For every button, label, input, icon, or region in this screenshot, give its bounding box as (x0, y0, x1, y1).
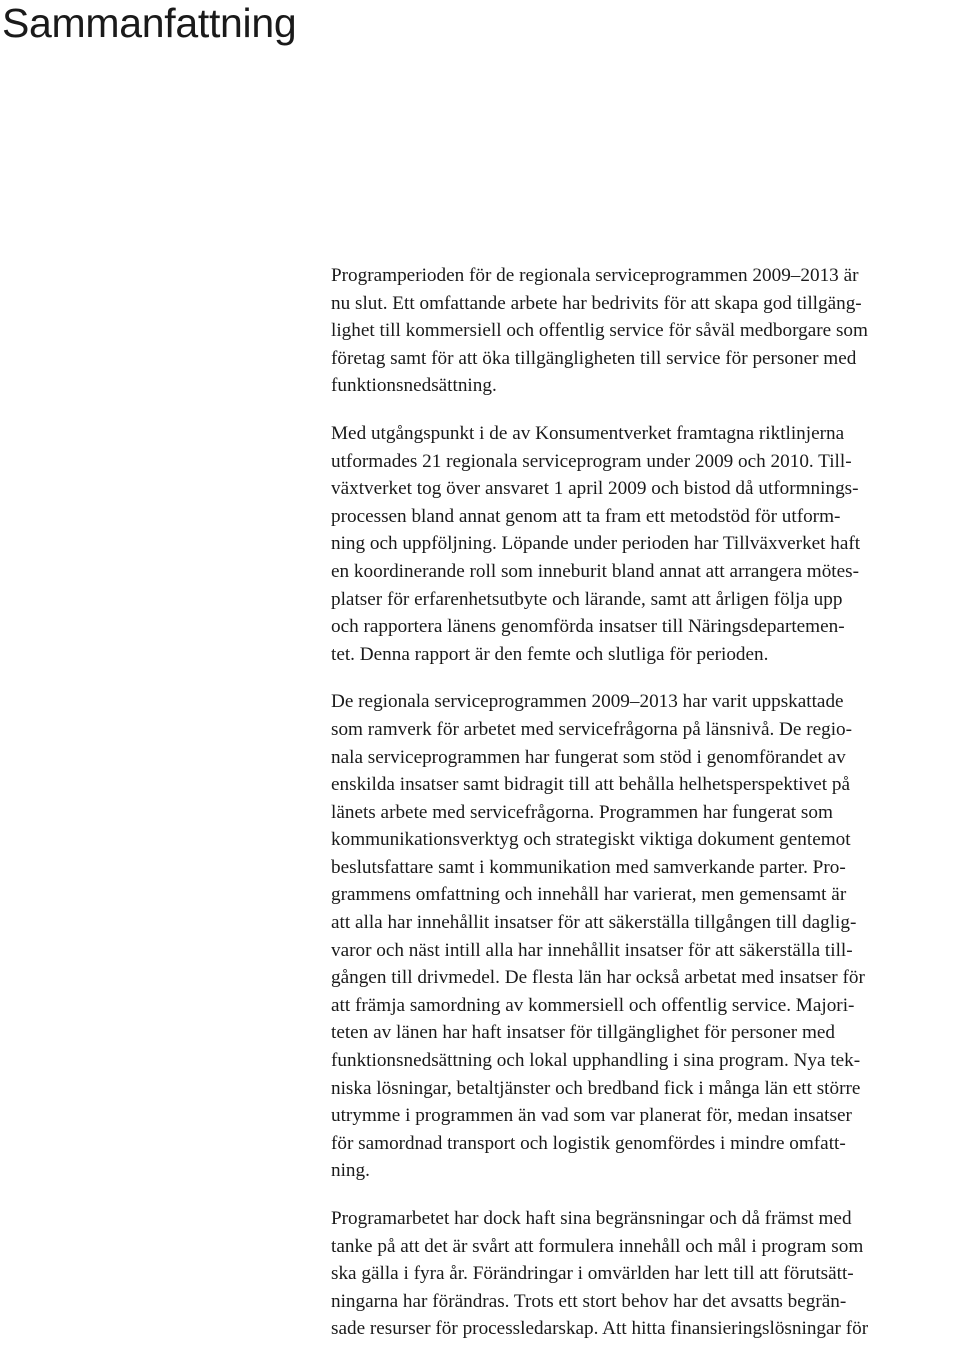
text-line: funktionsnedsättning och lokal upphandling i sina program. Nya tek- (331, 1050, 861, 1072)
text-line: att främja samordning av kommersiell och offentlig service. Majori- (331, 994, 855, 1016)
paragraph-1 (331, 262, 960, 400)
text-line: niska lösningar, betaltjänster och bredband fick i många län ett större (331, 1077, 861, 1099)
text-line: varor och näst intill alla har innehållit insatser för att säkerställa till- (331, 939, 853, 961)
text-line: teten av länen har haft insatser för tillgänglighet för personer med (331, 1022, 836, 1044)
paragraph-4 (331, 1205, 960, 1343)
page-title: Sammanfattning (2, 0, 297, 46)
text-line: beslutsfattare samt i kommunikation med samverkande parter. Pro- (331, 856, 846, 878)
text-line: utformades 21 regionala serviceprogram under 2009 och 2010. Till- (331, 450, 852, 472)
text-line: som ramverk för arbetet med servicefrågorna på länsnivå. De regio- (331, 718, 853, 740)
text-line: kommunikationsverktyg och strategiskt viktiga dokument gentemot (331, 829, 851, 851)
text-line: ning. (331, 1160, 370, 1182)
text-line: ningarna har förändras. Trots ett stort behov har det avsatts begrän- (331, 1290, 847, 1312)
text-line: platser för erfarenhetsutbyte och lärande, samt att årligen följa upp (331, 588, 843, 610)
text-line: funktionsnedsättning. (331, 375, 497, 397)
text-line: gången till drivmedel. De flesta län har också arbetat med insatser för (331, 967, 865, 989)
text-line: Programarbetet har dock haft sina begränsningar och då främst med (331, 1208, 852, 1229)
text-line: Programperioden för de regionala serviceprogrammen 2009–2013 är (331, 265, 859, 286)
text-line: för samordnad transport och logistik genomfördes i mindre omfatt- (331, 1132, 846, 1154)
body-text (331, 262, 960, 1363)
text-line: enskilda insatser samt bidragit till att behålla helhetsperspektivet på (331, 774, 850, 796)
text-line: ska gälla i fyra år. Förändringar i omvärlden har lett till att förutsätt- (331, 1263, 854, 1285)
paragraph-3 (331, 688, 960, 1185)
text-line: Med utgångspunkt i de av Konsumentverket framtagna riktlinjerna (331, 422, 845, 444)
text-line: ning och uppföljning. Löpande under perioden har Tillväxverket haft (331, 533, 861, 555)
text-line: processen bland annat genom att ta fram ett metodstöd för utform- (331, 505, 841, 527)
text-line: och rapportera länens genomförda insatser till Näringsdepartemen- (331, 616, 845, 638)
text-line: att alla har innehållit insatser för att säkerställa tillgången till daglig- (331, 912, 857, 934)
text-line: växtverket tog över ansvaret 1 april 2009 och bistod då utformnings- (331, 478, 859, 500)
text-line: utrymme i programmen än vad som var planerat för, medan insatser (331, 1105, 852, 1127)
text-line: tanke på att det är svårt att formulera innehåll och mål i program som (331, 1235, 864, 1257)
text-line: grammens omfattning och innehåll har varierat, men gemensamt är (331, 884, 847, 906)
text-line: länets arbete med servicefrågorna. Programmen har fungerat som (331, 801, 833, 823)
text-line: sade resurser för processledarskap. Att hitta finansieringslösningar för (331, 1318, 869, 1340)
text-line: tet. Denna rapport är den femte och slutliga för perioden. (331, 643, 769, 665)
text-line: företag samt för att öka tillgängligheten till service för personer med (331, 347, 857, 369)
text-line: en koordinerande roll som inneburit bland annat att arrangera mötes- (331, 560, 860, 582)
text-line: nala serviceprogrammen har fungerat som stöd i genomförandet av (331, 746, 846, 768)
text-line: De regionala serviceprogrammen 2009–2013 har varit uppskattade (331, 691, 844, 713)
text-line: lighet till kommersiell och offentlig service för såväl medborgare som (331, 320, 868, 342)
paragraph-2 (331, 420, 960, 668)
text-line: nu slut. Ett omfattande arbete har bedrivits för att skapa god tillgäng- (331, 292, 862, 314)
